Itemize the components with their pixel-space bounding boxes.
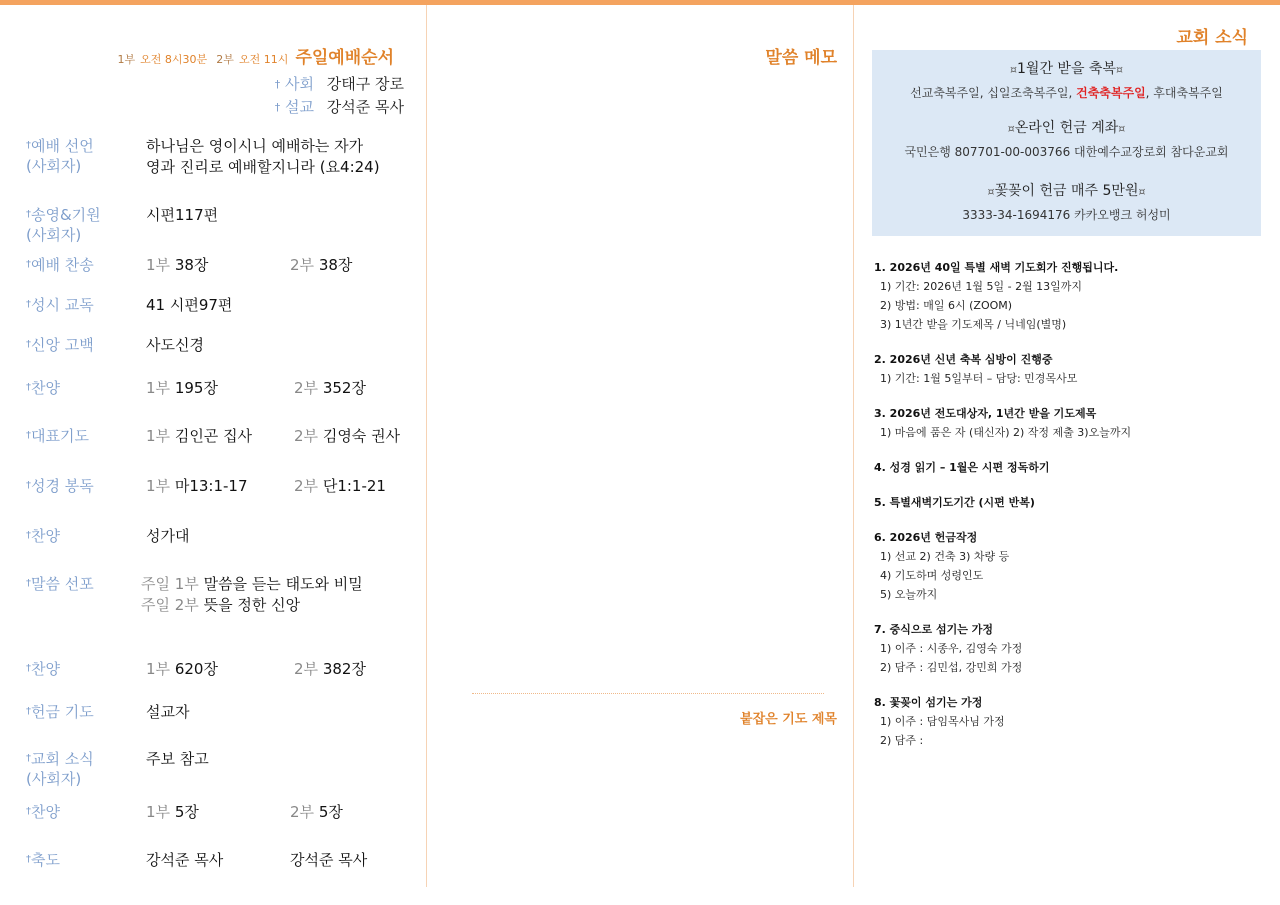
- order-label-text: 예배 찬송: [31, 256, 94, 274]
- part2-value: 38장: [318, 256, 353, 274]
- news-item-detail: 4) 기도하며 성령인도: [880, 569, 984, 582]
- order-label-text: 찬양: [31, 803, 60, 821]
- cross-icon: †: [26, 480, 31, 491]
- cross-icon: †: [26, 430, 31, 441]
- cross-icon: †: [26, 530, 31, 541]
- cross-icon: †: [26, 299, 31, 310]
- order-value-2: 강석준 목사: [290, 851, 368, 869]
- part1-value: 620장: [174, 660, 218, 678]
- news-item-detail: 3) 1년간 받을 기도제목 / 닉네임(별명): [880, 318, 1067, 331]
- order-value: [146, 378, 218, 399]
- order-value-2: [294, 476, 386, 497]
- part1-value: 김인곤 집사: [174, 427, 253, 445]
- news-item-heading: 8. 꽃꽂이 섬기는 가정: [874, 696, 983, 709]
- order-label-text: 성경 봉독: [31, 477, 94, 495]
- order-label-text: 교회 소식: [31, 750, 94, 768]
- sermon-title-2: 뜻을 정한 신앙: [203, 596, 301, 614]
- order-row-praise-3: [26, 802, 421, 846]
- time2-label: 2부: [216, 53, 234, 66]
- service-title: 주일예배순서: [295, 48, 394, 68]
- news-item-detail: 1) 마음에 품은 자 (태신자) 2) 작정 제출 3)오늘까지: [880, 426, 1132, 439]
- order-label-text: 신앙 고백: [31, 336, 94, 354]
- blessing-text-pre: 선교축복주일, 십일조축복주일,: [910, 86, 1077, 100]
- flower-heading: [872, 180, 1261, 200]
- memo-panel: [427, 5, 853, 887]
- part-label: 1부: [146, 660, 171, 678]
- part2-value: 김영숙 권사: [322, 427, 401, 445]
- order-value: 시편117편: [146, 206, 219, 224]
- part-label: 1부: [146, 379, 171, 397]
- order-label: [26, 574, 136, 594]
- news-item-heading: 1. 2026년 40일 특별 새벽 기도회가 진행됩니다.: [874, 261, 1119, 274]
- news-item-detail: 2) 방법: 매일 6시 (ZOOM): [880, 299, 1013, 312]
- order-label: [26, 702, 136, 722]
- part1-value: 195장: [174, 379, 218, 397]
- order-label-text: 찬양: [31, 527, 60, 545]
- news-item-heading: 4. 성경 읽기 – 1월은 시편 정독하기: [874, 461, 1050, 474]
- sermon-titles: [141, 574, 363, 616]
- order-row-announcements: [26, 749, 421, 793]
- order-label: [26, 136, 136, 176]
- part-label: 2부: [294, 427, 319, 445]
- news-item-heading: 5. 특별새벽기도기간 (시편 반복): [874, 496, 1035, 509]
- order-sub-label: (사회자): [26, 226, 82, 244]
- news-item: [874, 621, 1269, 677]
- order-label-text: 축도: [31, 851, 60, 869]
- part-label: 1부: [146, 427, 171, 445]
- order-value: [146, 476, 248, 497]
- news-item-detail: 2) 담주 : 김민섭, 강민희 가정: [880, 661, 1023, 674]
- order-value-2: [294, 659, 366, 680]
- order-label-text: 성시 교독: [31, 296, 94, 314]
- part2-value: 382장: [322, 660, 366, 678]
- cross-icon: †: [26, 259, 31, 270]
- cross-icon: †: [26, 854, 31, 865]
- part1-value: 5장: [174, 803, 199, 821]
- part2-value: 단1:1-21: [322, 477, 386, 495]
- order-label: [26, 426, 136, 446]
- leader-name: 강석준 목사: [326, 98, 404, 116]
- cross-icon: †: [26, 140, 31, 151]
- order-sub-label: (사회자): [26, 770, 82, 788]
- prayer-topics-title: 붙잡은 기도 제목: [740, 712, 837, 727]
- order-value: [146, 802, 199, 823]
- news-item-detail: 1) 선교 2) 건축 3) 차량 등: [880, 550, 1010, 563]
- order-value: 성가대: [146, 527, 190, 545]
- blessing-highlight: 건축축복주일: [1076, 86, 1146, 100]
- news-item-heading: 2. 2026년 신년 축복 심방이 진행중: [874, 353, 1053, 366]
- time1-value: 오전 8시30분: [140, 53, 208, 66]
- leader-presider: [275, 73, 404, 96]
- order-row-creed: [26, 335, 421, 379]
- order-label: [26, 205, 136, 245]
- order-value-line2: 영과 진리로 예배할지니라 (요4:24): [146, 158, 380, 176]
- order-value: [146, 659, 218, 680]
- order-label-text: 찬양: [31, 379, 60, 397]
- order-value: 주보 참고: [146, 750, 209, 768]
- order-row-scripture: [26, 476, 421, 520]
- news-item-heading: 3. 2026년 전도대상자, 1년간 받을 기도제목: [874, 407, 1097, 420]
- order-row-choir: [26, 526, 421, 570]
- cross-icon: †: [26, 663, 31, 674]
- order-label-text: 대표기도: [31, 427, 89, 445]
- cross-icon: †: [26, 706, 31, 717]
- sermon-title-1: 말씀을 듣는 태도와 비밀: [203, 575, 363, 593]
- currency-symbol-icon: ¤: [1115, 63, 1123, 76]
- news-item: [874, 529, 1269, 604]
- cross-icon: †: [26, 382, 31, 393]
- part-label: 2부: [294, 477, 319, 495]
- order-row-benediction: [26, 850, 421, 894]
- order-label: [26, 659, 136, 679]
- cross-icon: †: [274, 101, 281, 114]
- news-item: [874, 351, 1269, 388]
- account-heading: [872, 117, 1261, 137]
- order-label: [26, 378, 136, 398]
- news-item-detail: 1) 기간: 1월 5일부터 – 담당: 민경목사모: [880, 372, 1078, 385]
- leader-role: 설교: [285, 98, 314, 116]
- news-title: 교회 소식: [1176, 28, 1248, 48]
- leader-preacher: [275, 96, 404, 119]
- part-label: 1부: [146, 477, 171, 495]
- blessing-title: 1월간 받을 축복: [1017, 61, 1116, 77]
- flower-title: 꽃꽂이 헌금 매주 5만원: [994, 183, 1139, 199]
- part2-value: 352장: [322, 379, 366, 397]
- news-item: [874, 494, 1269, 512]
- news-item: [874, 259, 1269, 334]
- part-label: 2부: [290, 803, 315, 821]
- order-row-sermon: [26, 574, 421, 618]
- memo-divider: [472, 693, 824, 694]
- currency-symbol-icon: ¤: [1118, 122, 1126, 135]
- order-label: [26, 295, 136, 315]
- cross-icon: †: [26, 806, 31, 817]
- news-item: [874, 405, 1269, 442]
- order-label: [26, 749, 136, 789]
- part-label: 1부: [146, 803, 171, 821]
- news-item-heading: 6. 2026년 헌금작정: [874, 531, 978, 544]
- currency-symbol-icon: ¤: [987, 185, 995, 198]
- order-value: 설교자: [146, 703, 190, 721]
- order-row-hymn: [26, 255, 421, 299]
- order-label-text: 말씀 선포: [31, 575, 94, 593]
- news-item-detail: 5) 오늘까지: [880, 588, 938, 601]
- part1-value: 38장: [174, 256, 209, 274]
- cross-icon: †: [26, 339, 31, 350]
- leaders-block: [275, 73, 404, 119]
- sermon-part-label: 주일 1부: [141, 575, 199, 593]
- order-value: [146, 136, 380, 178]
- order-label-text: 예배 선언: [31, 137, 94, 155]
- order-sub-label: (사회자): [26, 157, 82, 175]
- blessing-text-post: , 후대축복주일: [1145, 86, 1223, 100]
- order-value-line1: 하나님은 영이시니 예배하는 자가: [146, 137, 364, 155]
- order-label-text: 송영&기원: [31, 206, 101, 224]
- order-value-2: [290, 802, 343, 823]
- part-label: 2부: [294, 660, 319, 678]
- currency-symbol-icon: ¤: [1007, 122, 1015, 135]
- cross-icon: †: [274, 78, 281, 91]
- service-header: [117, 43, 394, 68]
- currency-symbol-icon: ¤: [1010, 63, 1018, 76]
- order-value-2: [294, 426, 400, 447]
- news-item-heading: 7. 중식으로 섬기는 가정: [874, 623, 993, 636]
- order-label-text: 헌금 기도: [31, 703, 94, 721]
- order-label-text: 찬양: [31, 660, 60, 678]
- part-label: 2부: [294, 379, 319, 397]
- news-list: [874, 259, 1269, 767]
- order-value: 강석준 목사: [146, 851, 224, 869]
- info-box: [872, 50, 1261, 236]
- order-row-declaration: [26, 136, 421, 180]
- order-label: [26, 850, 136, 870]
- order-value: 41 시편97편: [146, 296, 233, 314]
- part1-value: 마13:1-17: [174, 477, 248, 495]
- news-item-detail: 1) 이주 : 시종우, 김영숙 가정: [880, 642, 1023, 655]
- order-value: 사도신경: [146, 336, 204, 354]
- order-value: [146, 426, 252, 447]
- flower-text: 3333-34-1694176 카카오뱅크 허성미: [962, 208, 1171, 222]
- news-item-detail: 1) 기간: 2026년 1월 5일 - 2월 13일까지: [880, 280, 1083, 293]
- order-label: [26, 476, 136, 496]
- news-item-detail: 1) 이주 : 담임목사님 가정: [880, 715, 1005, 728]
- time1-label: 1부: [117, 53, 136, 66]
- blessing-heading: [872, 50, 1261, 78]
- sermon-part-label: 주일 2부: [141, 596, 199, 614]
- cross-icon: †: [26, 209, 31, 220]
- order-row-doxology: [26, 205, 421, 249]
- order-row-responsive-reading: [26, 295, 421, 339]
- order-value-2: [290, 255, 352, 276]
- order-row-prayer: [26, 426, 421, 470]
- order-label: [26, 255, 136, 275]
- memo-title: 말씀 메모: [765, 48, 837, 68]
- leader-role: 사회: [285, 75, 314, 93]
- part-label: 1부: [146, 256, 171, 274]
- order-row-praise-2: [26, 659, 421, 703]
- part2-value: 5장: [318, 803, 343, 821]
- account-title: 온라인 헌금 계좌: [1014, 120, 1119, 136]
- order-label: [26, 335, 136, 355]
- order-label: [26, 802, 136, 822]
- currency-symbol-icon: ¤: [1138, 185, 1146, 198]
- order-value-2: [294, 378, 366, 399]
- news-item-detail: 2) 담주 :: [880, 734, 924, 747]
- cross-icon: †: [26, 753, 31, 764]
- service-order-panel: [0, 5, 426, 887]
- news-item: [874, 694, 1269, 750]
- blessing-text: [872, 84, 1261, 101]
- cross-icon: †: [26, 578, 31, 589]
- news-item: [874, 459, 1269, 477]
- account-text: 국민은행 807701-00-003766 대한예수교장로회 참다운교회: [904, 145, 1229, 159]
- order-row-offering-prayer: [26, 702, 421, 746]
- order-row-praise: [26, 378, 421, 422]
- order-label: [26, 526, 136, 546]
- time2-value: 오전 11시: [238, 53, 289, 66]
- order-value: [146, 255, 208, 276]
- leader-name: 강태구 장로: [326, 75, 404, 93]
- part-label: 2부: [290, 256, 315, 274]
- news-panel: [854, 5, 1280, 887]
